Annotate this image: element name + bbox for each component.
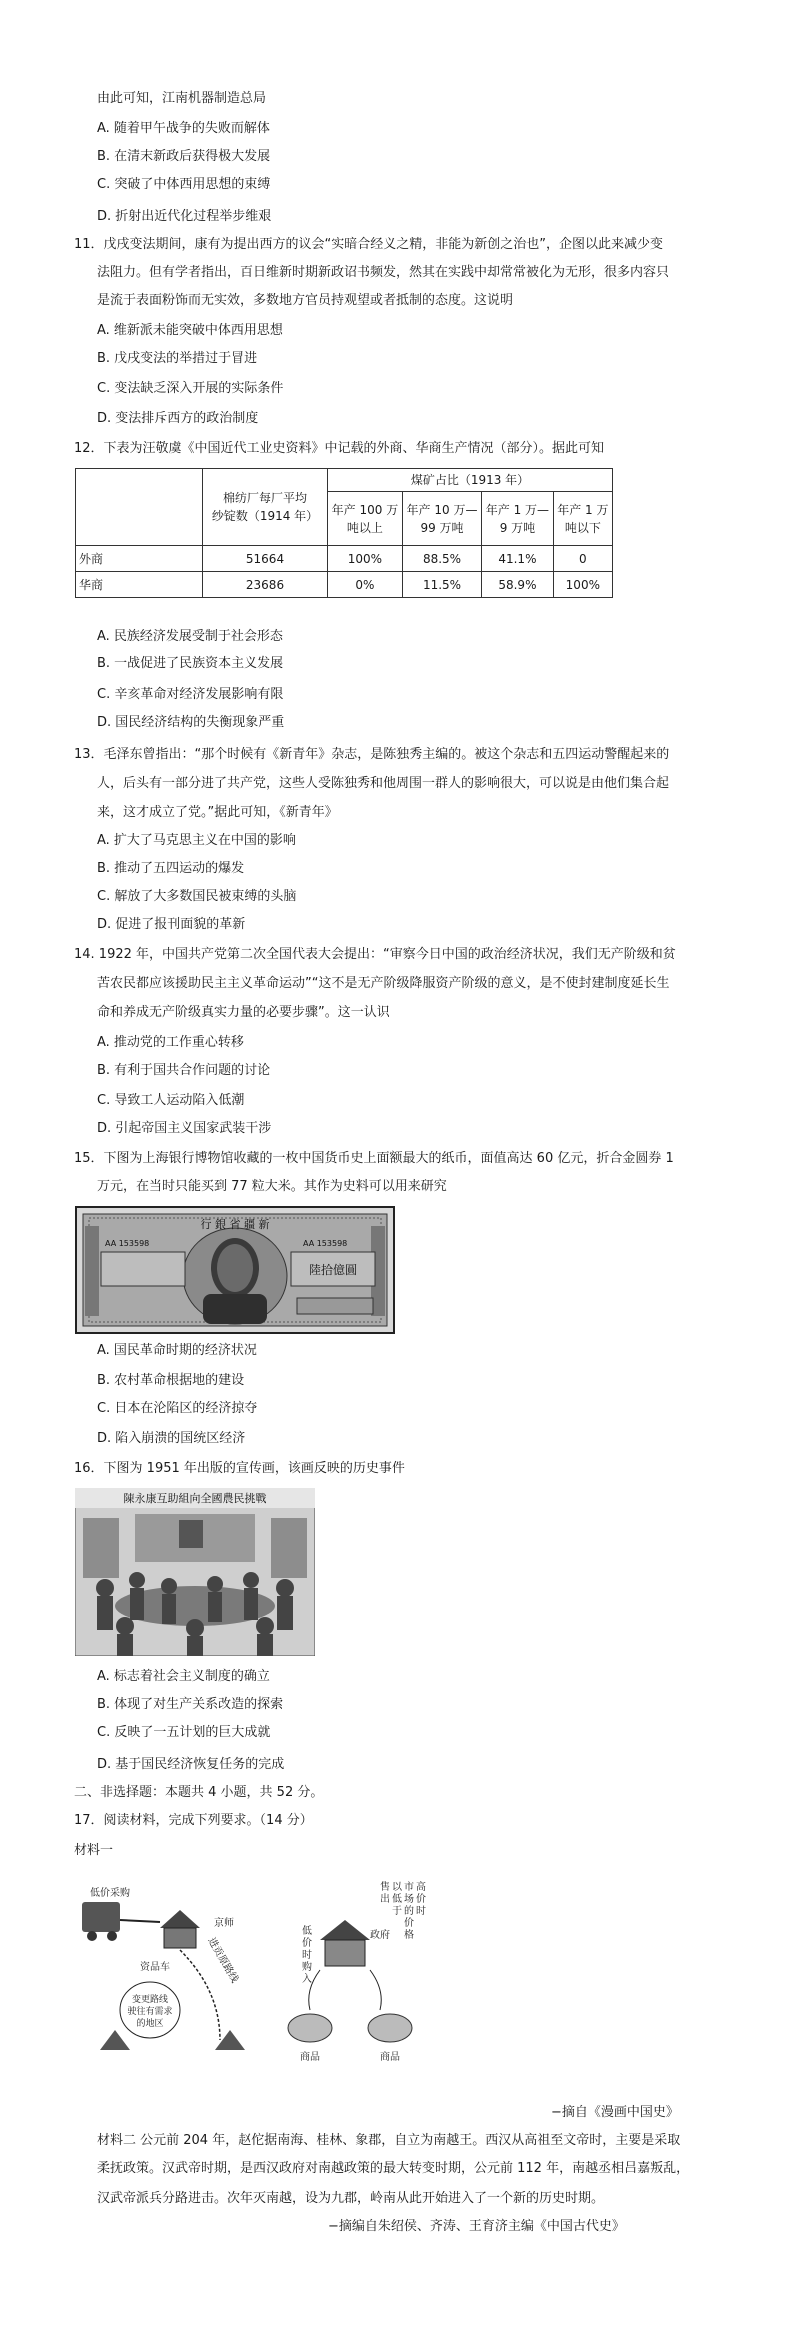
svg-text:高: 高 xyxy=(416,1882,426,1893)
label-changed-2: 驶往有需求 xyxy=(127,2007,173,2017)
svg-text:市: 市 xyxy=(404,1882,414,1893)
table-row: 华商 23686 0% 11.5% 58.9% 100% xyxy=(76,572,613,598)
svg-text:时: 时 xyxy=(302,1950,312,1961)
svg-text:低: 低 xyxy=(392,1894,402,1905)
material-2-line-1: 材料二 公元前 204 年，赵佗据南海、桂林、象郡，自立为南越王。西汉从高祖至文帝时，主要是采取 xyxy=(97,2133,681,2148)
propaganda-poster-image xyxy=(75,1488,315,1656)
label-gov: 政府 xyxy=(370,1930,390,1941)
material-1-label: 材料一 xyxy=(74,1843,114,1858)
q12-option-b: B. 一战促进了民族资本主义发展 xyxy=(97,656,284,671)
q12-option-c: C. 辛亥革命对经济发展影响有限 xyxy=(97,687,284,702)
svg-text:低: 低 xyxy=(302,1926,312,1937)
banknote-denomination: 陸拾億圓 xyxy=(308,1263,358,1277)
table-row: 外商 51664 100% 88.5% 41.1% 0 xyxy=(76,546,613,572)
label-capital: 京师 xyxy=(214,1918,234,1929)
q16-option-d: D. 基于国民经济恢复任务的完成 xyxy=(97,1757,285,1772)
q12-subheader-2: 年产 10 万— 99 万吨 xyxy=(402,492,481,546)
q13-stem-2: 人，后头有一部分进了共产党，这些人受陈独秀和他周围一群人的影响很大，可以说是由他们集合起 xyxy=(97,776,670,791)
q11-stem-2: 法阻力。但有学者指出，百日维新时期新政诏书频发，然其在实践中却常常被化为无形，很多内容只 xyxy=(97,265,670,280)
banknote-serial-right: AA 153598 xyxy=(303,1239,348,1248)
q13-option-b: B. 推动了五四运动的爆发 xyxy=(97,861,245,876)
q14-option-b: B. 有利于国共合作问题的讨论 xyxy=(97,1063,271,1078)
q14-stem-3: 命和养成无产阶级真实力量的必要步骤”。这一认识 xyxy=(97,1005,390,1020)
svg-text:入: 入 xyxy=(302,1974,312,1985)
q12-option-a: A. 民族经济发展受制于社会形态 xyxy=(97,629,283,644)
q12-stem: 12．下表为汪敬虞《中国近代工业史资料》中记载的外商、华商生产情况（部分）。据此可知 xyxy=(74,441,605,456)
material-2-source: −摘编自朱绍侯、齐涛、王育济主编《中国古代史》 xyxy=(328,2219,625,2234)
svg-text:价: 价 xyxy=(416,1894,426,1905)
q12-header-coal: 煤矿占比（1913 年） xyxy=(328,469,613,492)
q14-option-a: A. 推动党的工作重心转移 xyxy=(97,1035,244,1050)
q14-stem-2: 苦农民都应该援助民主主义革命运动”“这不是无产阶级降服资产阶级的意义，是不使封建制度延长生 xyxy=(97,976,670,991)
svg-text:购: 购 xyxy=(302,1962,312,1973)
q14-option-d: D. 引起帝国主义国家武装干涉 xyxy=(97,1121,272,1136)
q11-stem-1: 11．戊戌变法期间，康有为提出西方的议会“实暗合经义之精，非能为新创之治也”，企图以此来减少变 xyxy=(74,237,664,252)
q13-option-a: A. 扩大了马克思主义在中国的影响 xyxy=(97,833,296,848)
q16-option-a: A. 标志着社会主义制度的确立 xyxy=(97,1669,270,1684)
svg-text:以: 以 xyxy=(392,1882,402,1893)
svg-text:于: 于 xyxy=(392,1906,402,1917)
section-heading: 二、非选择题：本题共 4 小题，共 52 分。 xyxy=(74,1785,324,1800)
material-2-line-3: 汉武帝派兵分路进击。次年灭南越，设为九郡，岭南从此开始进入了一个新的历史时期。 xyxy=(97,2191,605,2206)
svg-text:的: 的 xyxy=(404,1906,414,1917)
q15-option-a: A. 国民革命时期的经济状况 xyxy=(97,1343,257,1358)
q15-option-b: B. 农村革命根据地的建设 xyxy=(97,1373,245,1388)
q12-subheader-4: 年产 1 万 吨以下 xyxy=(553,492,612,546)
q11-option-b: B. 戊戌变法的举措过于冒进 xyxy=(97,351,258,366)
intro-option-b: B. 在清末新政后获得极大发展 xyxy=(97,149,271,164)
label-changed-3: 的地区 xyxy=(136,2019,164,2029)
q12-table xyxy=(75,468,613,598)
banknote-serial-left: AA 153598 xyxy=(105,1239,150,1248)
poster-title: 陳永康互助組向全國農民挑戰 xyxy=(123,1492,267,1505)
q12-subheader-3: 年产 1 万— 9 万吨 xyxy=(482,492,554,546)
q15-stem-2: 万元，在当时只能买到 77 粒大米。其作为史料可以用来研究 xyxy=(97,1179,447,1194)
q16-option-b: B. 体现了对生产关系改造的探索 xyxy=(97,1697,284,1712)
q13-option-c: C. 解放了大多数国民被束缚的头脑 xyxy=(97,889,297,904)
q12-header-blank xyxy=(76,469,203,546)
q15-stem-1: 15．下图为上海银行博物馆收藏的一枚中国货币史上面额最大的纸币，面值高达 60 亿元，折合金圆券 1 xyxy=(74,1151,674,1166)
svg-text:价: 价 xyxy=(302,1938,312,1949)
label-goods-left: 商品 xyxy=(300,2052,320,2063)
intro-text: 由此可知，江南机器制造总局 xyxy=(97,91,267,106)
banknote-title: 行 銀 省 疆 新 xyxy=(200,1218,270,1231)
q14-stem-1: 14. 1922 年，中国共产党第二次全国代表大会提出：“审察今日中国的政治经济状况，我们无产阶级和贫 xyxy=(74,947,676,962)
q13-stem-3: 来，这才成立了党。”据此可知，《新青年》 xyxy=(97,805,338,820)
q17-stem: 17．阅读材料，完成下列要求。（14 分） xyxy=(74,1813,313,1828)
q16-stem: 16．下图为 1951 年出版的宣传画，该画反映的历史事件 xyxy=(74,1461,405,1476)
banknote-image xyxy=(75,1206,395,1334)
svg-text:场: 场 xyxy=(404,1894,414,1905)
q11-stem-3: 是流于表面粉饰而无实效，多数地方官员持观望或者抵制的态度。这说明 xyxy=(97,293,514,308)
q14-option-c: C. 导致工人运动陷入低潮 xyxy=(97,1093,245,1108)
material-1-diagram xyxy=(80,1880,500,2080)
label-low-buy: 低价采购 xyxy=(90,1888,130,1899)
label-goods-car: 资品车 xyxy=(140,1962,170,1973)
svg-text:出: 出 xyxy=(380,1894,390,1905)
q12-subheader-1: 年产 100 万 吨以上 xyxy=(328,492,403,546)
q13-stem-1: 13．毛泽东曾指出：“那个时候有《新青年》杂志，是陈独秀主编的。被这个杂志和五四运动警醒起来的 xyxy=(74,747,670,762)
svg-text:格: 格 xyxy=(404,1930,414,1941)
q11-option-a: A. 维新派未能突破中体西用思想 xyxy=(97,323,283,338)
intro-option-c: C. 突破了中体西用思想的束缚 xyxy=(97,177,271,192)
svg-text:时: 时 xyxy=(416,1906,426,1917)
q11-option-c: C. 变法缺乏深入开展的实际条件 xyxy=(97,381,284,396)
q13-option-d: D. 促进了报刊面貌的革新 xyxy=(97,917,246,932)
label-goods-right: 商品 xyxy=(380,2052,400,2063)
material-1-source: −摘自《漫画中国史》 xyxy=(551,2105,679,2120)
q16-option-c: C. 反映了一五计划的巨大成就 xyxy=(97,1725,271,1740)
label-changed-1: 变更路线 xyxy=(131,1995,169,2005)
intro-option-a: A. 随着甲午战争的失败而解体 xyxy=(97,121,270,136)
q12-header-spindle: 棉纺厂每厂平均 纱锭数（1914 年） xyxy=(203,469,328,546)
q12-option-d: D. 国民经济结构的失衡现象严重 xyxy=(97,715,285,730)
label-low-in xyxy=(302,1925,312,1985)
q15-option-c: C. 日本在沦陷区的经济掠夺 xyxy=(97,1401,258,1416)
svg-text:售: 售 xyxy=(380,1882,390,1893)
q15-option-d: D. 陷入崩溃的国统区经济 xyxy=(97,1431,246,1446)
material-2-line-2: 柔抚政策。汉武帝时期，是西汉政府对南越政策的最大转变时期，公元前 112 年，南越丞相吕嘉叛乱， xyxy=(97,2161,690,2176)
intro-option-d: D. 折射出近代化过程举步维艰 xyxy=(97,209,272,224)
svg-text:价: 价 xyxy=(404,1918,414,1929)
q11-option-d: D. 变法排斥西方的政治制度 xyxy=(97,411,259,426)
label-route: 进贡原路线 xyxy=(205,1936,240,1985)
